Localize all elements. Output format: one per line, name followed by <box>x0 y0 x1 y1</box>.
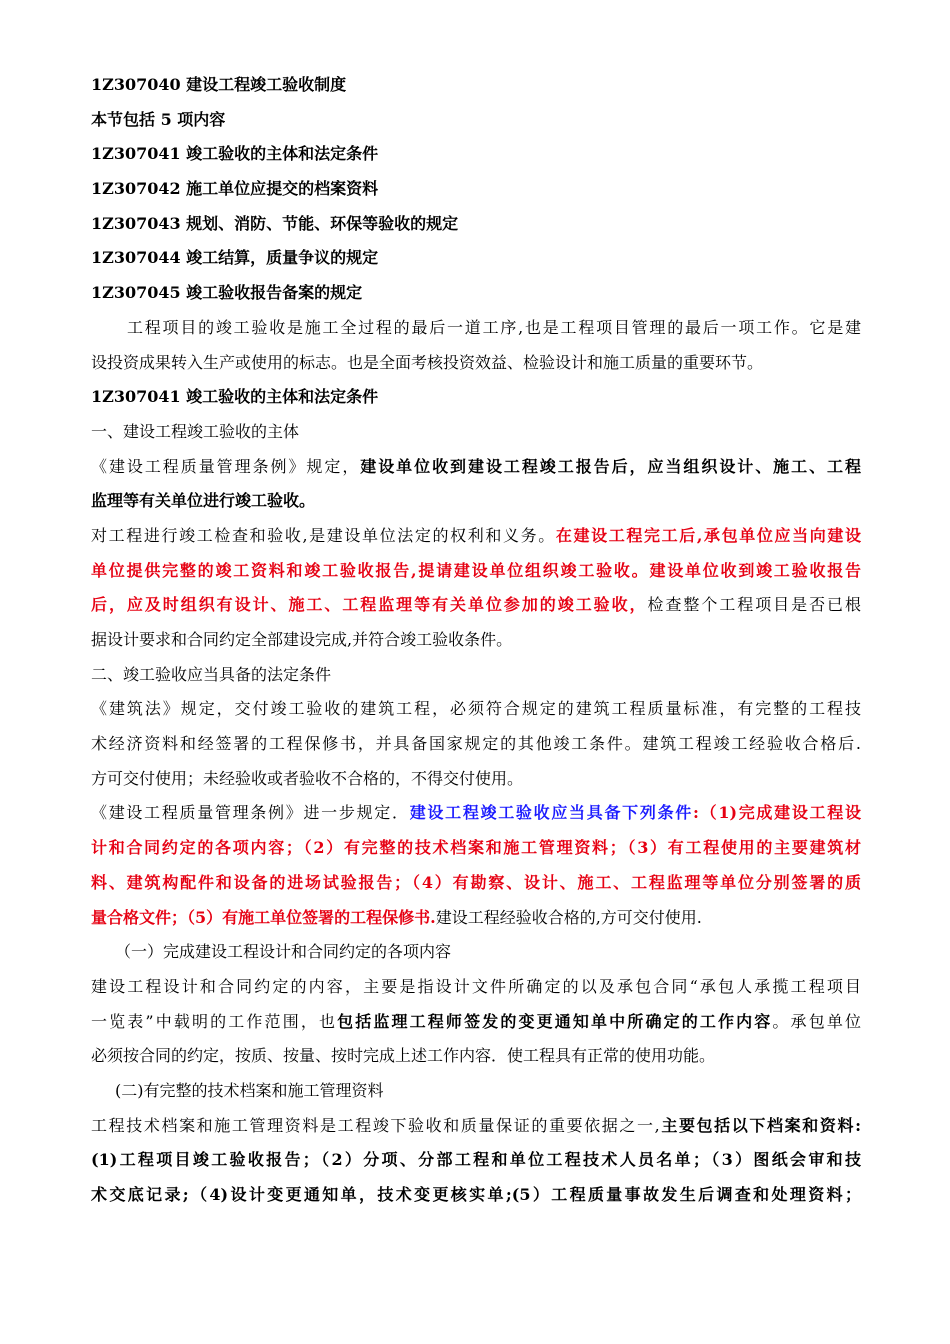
text-run: 《建设工程质量管理条例》规定， <box>91 456 361 476</box>
toc-item: 1Z307045 竣工验收报告备案的规定 <box>91 283 363 303</box>
intro-paragraph-line: 设投资成果转入生产或使用的标志。也是全面考核投资效益、检验设计和施工质量的重要环节。 <box>91 352 764 372</box>
text-run: 建设工程经验收合格的,方可交付使用. <box>435 907 702 927</box>
text-run: 《建设工程质量管理条例》进一步规定． <box>91 803 410 823</box>
paragraph-line <box>91 1005 861 1040</box>
paragraph-line: 必须按合同的约定，按质、按量、按时完成上述工作内容．使工程具有正常的使用功能。 <box>91 1046 716 1066</box>
section-intro: 本节包括 5 项内容 <box>91 109 226 129</box>
text-run: 对工程进行竣工检查和验收,是建设单位法定的权利和义务。 <box>91 525 556 545</box>
paragraph-line: 术经济资料和经签署的工程保修书，并具备国家规定的其他竣工条件。建筑工程竣工经验收合格后. <box>91 734 861 754</box>
highlight-blue-run: 建设工程竣工验收应当具备下列条件 <box>409 803 693 823</box>
paragraph-line <box>91 450 861 485</box>
intro-paragraph-line: 工程项目的竣工验收是施工全过程的最后一道工序,也是工程项目管理的最后一项工作。它是建 <box>127 317 861 337</box>
text-run: 一览表”中载明的工作范围，也 <box>91 1011 338 1031</box>
heading-subject: 一、建设工程竣工验收的主体 <box>91 421 300 441</box>
highlight-red-run: 在建设工程完工后,承包单位应当向建设 <box>555 525 861 545</box>
toc-item: 1Z307043 规划、消防、节能、环保等验收的规定 <box>91 213 459 233</box>
paragraph-line: 料、建筑构配件和设备的进场试验报告；（4）有勘察、设计、施工、工程监理等单位分别签署的质 <box>91 872 861 892</box>
paragraph-line: 术交底记录;（4)设计变更通知单，技术变更核实单;(5）工程质量事故发生后调查和处理资料； <box>91 1185 861 1204</box>
emphasis-run: 主要包括以下档案和资料: <box>659 1115 861 1135</box>
highlight-red-run: 后，应及时组织有设计、施工、工程监理等有关单位参加的竣工验收， <box>91 595 648 615</box>
toc-item: 1Z307042 施工单位应提交的档案资料 <box>91 179 379 199</box>
sub-heading: (二)有完整的技术档案和施工管理资料 <box>115 1080 384 1100</box>
text-run: 检查整个工程项目是否已根 <box>647 595 861 615</box>
paragraph-line <box>91 901 861 936</box>
paragraph-line <box>91 1109 861 1144</box>
highlight-red-run: 量合格文件；（5）有施工单位签署的工程保修书. <box>91 907 436 927</box>
toc-item: 1Z307044 竣工结算，质量争议的规定 <box>91 248 379 268</box>
paragraph-line: 计和合同约定的各项内容；（2）有完整的技术档案和施工管理资料；（3）有工程使用的主要建筑材 <box>91 838 861 858</box>
document-page <box>91 68 861 1213</box>
toc-item: 1Z307041 竣工验收的主体和法定条件 <box>91 144 379 164</box>
text-run: 工程技术档案和施工管理资料是工程竣下验收和质量保证的重要依据之一, <box>91 1115 660 1135</box>
paragraph-line: (1)工程项目竣工验收报告；（2）分项、分部工程和单位工程技术人员名单；（3）图纸会审和技 <box>91 1150 861 1170</box>
paragraph-line: 《建筑法》规定，交付竣工验收的建筑工程，必须符合规定的建筑工程质量标准，有完整的工程技 <box>91 699 861 719</box>
paragraph-line: 监理等有关单位进行竣工验收。 <box>91 491 316 511</box>
section-heading: 1Z307040 建设工程竣工验收制度 <box>91 75 347 94</box>
heading-conditions: 二、竣工验收应当具备的法定条件 <box>91 664 332 684</box>
text-run: 。承包单位 <box>772 1011 861 1031</box>
subsection-title: 1Z307041 竣工验收的主体和法定条件 <box>91 387 379 407</box>
sub-heading: （一）完成建设工程设计和合同约定的各项内容 <box>115 942 452 962</box>
paragraph-line: 方可交付使用；未经验收或者验收不合格的，不得交付使用。 <box>91 768 524 788</box>
highlight-red-run: :（1)完成建设工程设 <box>693 803 861 823</box>
paragraph-line <box>91 796 861 831</box>
paragraph-line <box>91 588 861 623</box>
paragraph-line: 单位提供完整的竣工资料和竣工验收报告,提请建设单位组织竣工验收。建设单位收到竣工验收报告 <box>91 560 861 580</box>
emphasis-run: 包括监理工程师签发的变更通知单中所确定的工作内容 <box>337 1011 773 1031</box>
paragraph-line: 据设计要求和合同约定全部建设完成,并符合竣工验收条件。 <box>91 630 513 649</box>
emphasis-run: 建设单位收到建设工程竣工报告后，应当组织设计、施工、工程 <box>360 456 861 476</box>
paragraph-line <box>91 519 861 554</box>
paragraph-line: 建设工程设计和合同约定的内容，主要是指设计文件所确定的以及承包合同“承包人承揽工程项目 <box>91 976 861 996</box>
